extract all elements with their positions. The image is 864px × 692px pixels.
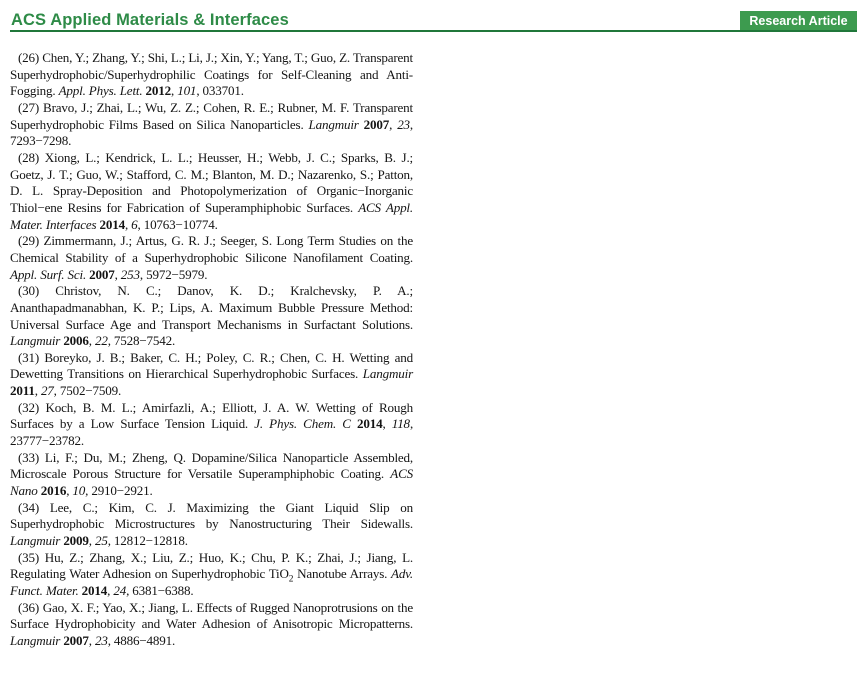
reference-segment: 2009 xyxy=(63,533,89,549)
reference-segment: (32) Koch, B. M. L.; Amirfazli, A.; Elliott, J. A. W. Wetting of Rough Surfaces by a Low Surface Tension Liquid. xyxy=(10,399,413,432)
reference-segment: 25 xyxy=(94,533,108,549)
reference-segment: (28) Xiong, L.; Kendrick, L. L.; Heusser, H.; Webb, J. C.; Sparks, B. J.; Goetz, J. T.; Guo, W.; Stafford, C. M.; Blanton, M. D.; Nazarenko, S.; Patton, D. L. Spray-Deposition and Photopolymerization of Organic−Inorganic Thiol−ene Resins for Fabrication of Superamphiphobic Surfaces. xyxy=(10,149,413,215)
reference-segment: 2014 xyxy=(81,583,108,598)
reference-segment: J. Phys. Chem. C xyxy=(254,416,358,432)
reference-segment: , xyxy=(382,416,392,432)
reference-segment: , xyxy=(124,216,132,232)
reference-segment: (34) Lee, C.; Kim, C. J. Maximizing the Giant Liquid Slip on Superhydrophobic Microstructures by Nanostructuring Their Sidewalls. xyxy=(10,499,413,532)
reference-item xyxy=(10,283,413,350)
reference-item xyxy=(10,500,413,550)
reference-segment: 22 xyxy=(94,333,108,349)
reference-segment: , 12812−12818. xyxy=(107,533,188,549)
reference-segment: , xyxy=(34,383,41,399)
reference-segment: (29) Zimmermann, J.; Artus, G. R. J.; Seeger, S. Long Term Studies on the Chemical Stability of a Superhydrophobic Silicone Nanofilament Coating. xyxy=(10,233,413,265)
header-rule xyxy=(10,30,857,32)
reference-segment: 2014 xyxy=(99,216,125,232)
journal-title: ACS Applied Materials & Interfaces xyxy=(11,11,289,29)
reference-segment: (31) Boreyko, J. B.; Baker, C. H.; Poley, C. R.; Chen, C. H. Wetting and Dewetting Transitions on Hierarchical Superhydrophobic Surfaces. xyxy=(10,349,413,382)
reference-segment: Langmuir xyxy=(10,333,64,349)
reference-segment: (30) Christov, N. C.; Danov, K. D.; Kralchevsky, P. A.; Ananthapadmanabhan, K. P.; Lips, A. Maximum Bubble Pressure Method: Universal Surface Age and Transport Mechanisms in Surfactant Solutions. xyxy=(10,283,413,332)
reference-segment: (26) Chen, Y.; Zhang, Y.; Shi, L.; Li, J.; Xin, Y.; Yang, T.; Guo, Z. Transparent Superhydrophobic/Superhydrophilic Coatings for Self-Cleaning and Anti-Fogging. xyxy=(10,50,413,99)
reference-segment: , 7528−7542. xyxy=(107,333,176,349)
reference-item xyxy=(10,400,413,450)
reference-segment: 23 xyxy=(397,116,410,132)
reference-segment: Appl. Phys. Lett. xyxy=(58,83,146,99)
reference-item xyxy=(10,150,413,233)
reference-segment: 6 xyxy=(131,216,138,232)
reference-segment: , xyxy=(88,632,95,648)
reference-segment: , xyxy=(66,483,73,499)
reference-segment: 23 xyxy=(94,632,108,648)
reference-segment: Nanotube Arrays. xyxy=(293,566,392,582)
reference-segment: , xyxy=(171,83,178,99)
reference-segment: Langmuir xyxy=(362,366,413,382)
reference-segment: , xyxy=(389,116,398,132)
reference-segment: 118 xyxy=(391,416,410,432)
reference-segment: 2007 xyxy=(363,116,390,132)
reference-segment: (33) Li, F.; Du, M.; Zheng, Q. Dopamine/Silica Nanoparticle Assembled, Microscale Porous Structure for Versatile Superamphiphobic Coating. xyxy=(10,449,413,482)
reference-segment: (36) Gao, X. F.; Yao, X.; Jiang, L. Effects of Rugged Nanoprotrusions on the Surface Hydrophobicity and Water Adhesion of Anisotropic Micropatterns. xyxy=(10,599,413,632)
reference-segment: (27) Bravo, J.; Zhai, L.; Wu, Z. Z.; Cohen, R. E.; Rubner, M. F. Transparent Superhydrophobic Films Based on Silica Nanoparticles. xyxy=(10,99,413,132)
reference-segment: 101 xyxy=(177,83,197,99)
reference-item xyxy=(10,233,413,283)
reference-segment: Langmuir xyxy=(308,116,364,132)
reference-item xyxy=(10,50,413,100)
reference-segment: Langmuir xyxy=(10,533,64,549)
reference-segment: 2014 xyxy=(357,416,383,432)
reference-segment: ACS Nano xyxy=(10,466,413,499)
reference-segment: 253 xyxy=(120,266,140,282)
reference-segment: Appl. Surf. Sci. xyxy=(10,266,90,282)
reference-segment: , 033701. xyxy=(196,83,244,99)
reference-segment: , xyxy=(114,266,121,282)
reference-segment: 2012 xyxy=(145,83,172,99)
reference-segment: , 10763−10774. xyxy=(137,216,218,232)
reference-segment: , 7502−7509. xyxy=(53,383,122,399)
reference-item xyxy=(10,450,413,500)
reference-item xyxy=(10,100,413,150)
reference-segment: 2011 xyxy=(10,383,35,399)
reference-segment: 24 xyxy=(113,583,127,598)
reference-segment: , 2910−2921. xyxy=(85,483,153,499)
reference-segment: , xyxy=(107,583,114,598)
reference-segment: (35) Hu, Z.; Zhang, X.; Liu, Z.; Huo, K.; Chu, P. K.; Zhai, J.; Jiang, L. Regulating Water Adhesion on Superhydrophobic TiO xyxy=(10,549,413,582)
reference-segment: 2016 xyxy=(40,483,67,499)
references-list xyxy=(10,50,413,650)
reference-segment: 2006 xyxy=(63,333,89,349)
reference-segment: , 4886−4891. xyxy=(107,632,176,648)
reference-segment: 10 xyxy=(72,483,86,499)
reference-segment: , xyxy=(88,533,95,549)
reference-segment: 2 xyxy=(288,574,294,585)
reference-segment: Adv. Funct. Mater. xyxy=(10,566,413,598)
reference-segment: 2007 xyxy=(63,632,89,648)
research-article-badge: Research Article xyxy=(740,11,857,30)
reference-segment: 27 xyxy=(40,383,54,399)
reference-segment: , 5972−5979. xyxy=(139,266,208,282)
reference-segment: , 6381−6388. xyxy=(126,583,194,598)
reference-item xyxy=(10,600,413,650)
reference-segment: ACS Appl. Mater. Interfaces xyxy=(10,199,413,232)
reference-segment: , 7293−7298. xyxy=(10,116,414,149)
reference-segment: 2007 xyxy=(89,266,115,282)
reference-segment: , 23777−23782. xyxy=(10,416,414,449)
reference-item xyxy=(10,550,413,600)
reference-segment: Langmuir xyxy=(10,632,64,648)
reference-segment: , xyxy=(88,333,95,349)
reference-item xyxy=(10,350,413,400)
